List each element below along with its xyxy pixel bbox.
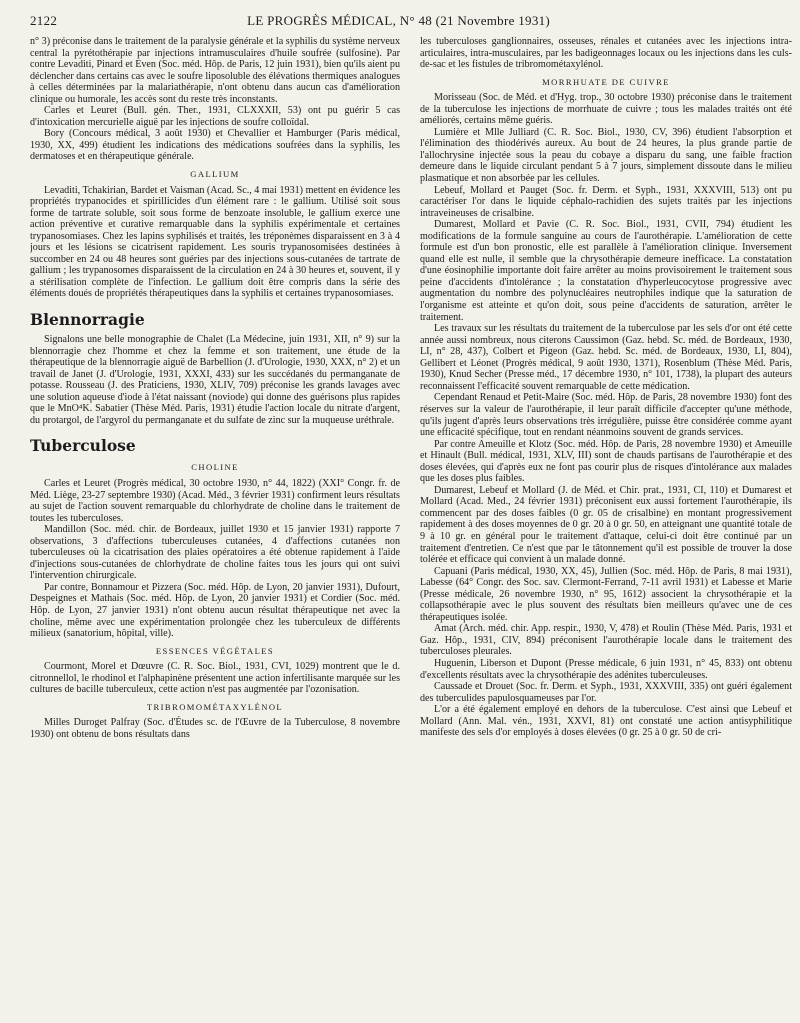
subsection-heading-tribromo: TRIBROMOMÉTAXYLÉNOL [146, 701, 284, 712]
paragraph: Carles et Leuret (Progrès médical, 30 octobre 1930, n° 44, 1822) (XXI° Congr. fr. de Méd. Liège, 23-27 septembre 1930) (Acad. Méd., 3 février 1931) confirment leurs résultats au sujet de l'action souvent remarquable du chlorhydrate de choline dans le traitement de toutes les tuberculoses. [30, 477, 400, 524]
subsection-heading-gallium: GALLIUM [190, 169, 240, 180]
right-column [420, 36, 792, 1021]
paragraph: Par contre, Bonnamour et Pizzera (Soc. méd. Hôp. de Lyon, 20 janvier 1931), Dufourt, Despeignes et Mathais (Soc. méd. Hôp. de Lyon, 20 janvier 1931) et Cordier (Soc. méd. Hôp. de Lyon, 27 janvier 1931) n'ont obtenu aucun résultat thérapeutique net avec la choline, même avec une expérimentation prolongée chez les tuberculeux de différents milieux (sanatorium, hôpital, ville). [30, 581, 400, 640]
paragraph: Bory (Concours médical, 3 août 1930) et Chevallier et Hamburger (Paris médical, 1930, XX, 499) étudient les indications des médications soufrées dans la syphilis, les dermatoses et en thérapeutique générale. [30, 128, 400, 163]
paragraph: Morisseau (Soc. de Méd. et d'Hyg. trop., 30 octobre 1930) préconise dans le traitement de la tuberculose les injections de morrhuate de cuivre ; tous les malades traités ont été améliorés, certains même guéris. [420, 92, 792, 127]
paragraph: Cependant Renaud et Petit-Maire (Soc. méd. Hôp. de Paris, 28 novembre 1930) font des réserves sur la valeur de l'aurothérapie, il leur paraît difficile d'accepter qu'une méthode, qu'ils jugent d'après leurs observations très irrégulière, puisse être considérée comme ayant une efficacité spécifique, tout en rendant néanmoins souvent de grands services. [420, 392, 792, 439]
paragraph: Courmont, Morel et Dœuvre (C. R. Soc. Biol., 1931, CVI, 1029) montrent que le d. citronnellol, le rhodinol et l'alphapinène présentent une action infertilisante marquée sur les cultures de bacille tuberculeux, cette action n'est pas augmentée par l'ozonisation. [30, 661, 400, 696]
page-number: 2122 [30, 13, 58, 28]
paragraph: n° 3) préconise dans le traitement de la paralysie générale et la syphilis du système nerveux central la pyrétothérapie par injections intramusculaires d'huile soufrée (sulfosine). Par contre Levaditi, Pinard et Even (Soc. méd. Hôp. de Paris, 12 juin 1931), bien qu'ils aient pu déclencher dans certains cas avec le soufre liposoluble des élévations thermiques analogues à celles déterminées par la malariathérapie, n'ont obtenu dans aucun cas d'amélioration clinique ou humorale, les accès sont du reste très inconstants. [30, 36, 400, 105]
subsection-heading-essences: ESSENCES VÉGÉTALES [155, 645, 275, 656]
paragraph: Huguenin, Liberson et Dupont (Presse médicale, 6 juin 1931, n° 45, 833) ont obtenu d'excellents résultats avec la chrysothérapie des adénites tuberculeuses. [420, 657, 792, 681]
subsection-heading-choline: CHOLINE [191, 462, 239, 473]
paragraph: Dumarest, Lebeuf et Mollard (J. de Méd. et Chir. prat., 1931, CI, 110) et Dumarest et Mollard (Acad. Med., 24 février 1931) préconisent eux aussi fortement l'aurothérapie, ils commencent par des doses faibles (0 gr. 05 de crisalbine) en montant progressivement rapidement à des doses moyennes de 0 gr. 20 à 0 gr. 50, en atteignant une quantité totale de 9 à 10 gr. en général pour le traitement d'attaque, celui-ci doit être continué par un traitement d'entretien. Ce n'est que par le tâtonnement qu'il est possible de trouver la dose tolérée et efficace qui convient à un malade donné. [420, 484, 792, 566]
running-title: LE PROGRÈS MÉDICAL, N° 48 (21 Novembre 1931) [247, 13, 551, 28]
paragraph: Par contre Ameuille et Klotz (Soc. méd. Hôp. de Paris, 28 novembre 1930) et Ameuille et Hinault (Bull. médical, 1931, XLV, III) sont de chauds partisans de l'aurothérapie et des doses élevées, qui d'après eux ne font pas courir plus de risques d'intolérance aux malades que les doses plus faibles. [420, 438, 792, 485]
paragraph: Mandillon (Soc. méd. chir. de Bordeaux, juillet 1930 et 15 janvier 1931) rapporte 7 observations, 3 d'affections tuberculeuses cutanées, 4 d'affections cutanées non tuberculeuses où la cicatrisation des plaies opératoires a été obtenue rapidement à l'aide d'injections sous-cutanées de chlorhydrate de choline faites tous les jours qui ont suivi l'intervention chirurgicale. [30, 524, 400, 582]
paragraph: Dumarest, Mollard et Pavie (C. R. Soc. Biol., 1931, CVII, 794) étudient les modifications de la formule sanguine au cours de l'aurothérapie. L'amélioration de cette formule est d'un bon pronostic, elle est parallèle à l'amélioration clinique. Inversement quand elle est nulle, il semble que la chrysothérapie demeure inefficace. La constatation d'une éosinophilie importante doit faire arrêter au moins provisoirement le traitement sous peine d'accidents d'intolérance ; la constatation d'hyperleucocytose progressive avec augmentation du nombre des polynucléaires neutrophiles indique que la saturation de l'organisme est atteinte et qu'on doit, sous peine d'accidents de saturation, arrêter le traitement. [420, 219, 792, 323]
section-heading-tuberculose: Tuberculose [30, 436, 136, 456]
paragraph: Lebeuf, Mollard et Pauget (Soc. fr. Derm. et Syph., 1931, XXXVIII, 513) ont pu caractériser l'or dans le liquide céphalo-rachidien des sujets traités par les injections intraveineuses de crisalbine. [420, 184, 792, 219]
paragraph: Signalons une belle monographie de Chalet (La Médecine, juin 1931, XII, n° 9) sur la blennorragie chez l'homme et chez la femme et son traitement, une étude de la thérapeutique de la blennorragie aiguë de Barbellion (J. d'Urologie, 1930, XXX, n° 2) et un travail de Janet (J. d'Urologie, 1931, XXXI, 433) sur les succédanés du permanganate de potasse. Rousseau (J. des Praticiens, 1930, XLIV, 709) préconise les grands lavages avec une solution aqueuse d'iode à l'état naissant (noviode) qui donne des guérisons plus rapides que le MnO⁴K. Sabatier (Thèse Méd. Paris, 1931) étudie l'action locale du nitrate d'argent, du protargol, de l'argyrol du permanganate et du sulfate de zinc sur la muqueuse uréthrale. [30, 334, 400, 426]
paragraph: Milles Duroget Palfray (Soc. d'Études sc. de l'Œuvre de la Tuberculose, 8 novembre 1930) ont obtenu de bons résultats dans [30, 717, 400, 740]
paragraph: Capuani (Paris médical, 1930, XX, 45), Jullien (Soc. méd. Hôp. de Paris, 8 mai 1931), Labesse (64° Congr. des Soc. sav. Clermont-Ferrand, 7-11 avril 1931) et Labesse et Marie (Presse médicale, 26 novembre 1930, n° 95, 1612) associent la chrysothérapie et la collapsothérapie avec le plus souvent des résultats bien meilleurs qu'avec une de ces thérapeutiques isolée. [420, 565, 792, 623]
paragraph: Les travaux sur les résultats du traitement de la tuberculose par les sels d'or ont été cette année aussi nombreux, nous citerons Caussimon (Gaz. hebd. Sc. méd. de Bordeaux, 1930, LI, n° 28, 437), Colbert et Pigeon (Gaz. hebd. Sc. méd. de Bordeaux, 1930, LI, 804), Gellibert et Léonet (Progrès médical, 9 août 1930, 1371), Rosenblum (Thèse Méd. Paris, 1930), Knud Secher (Presse méd., 17 décembre 1930, n° 101, 1738), la plupart des auteurs reconnaissent l'efficacité souvent remarquable de cette médication. [420, 323, 792, 392]
paragraph: Carles et Leuret (Bull. gén. Ther., 1931, CLXXXII, 53) ont pu guérir 5 cas d'intoxication mercurielle aiguë par les injections de soufre colloïdal. [30, 105, 400, 128]
paragraph: Caussade et Drouet (Soc. fr. Derm. et Syph., 1931, XXXVIII, 335) ont guéri également des tuberculides papulosquameuses par l'or. [420, 681, 792, 704]
paragraph: L'or a été également employé en dehors de la tuberculose. C'est ainsi que Lebeuf et Mollard (Ann. Mal. vén., 1931, XXVI, 81) ont constaté une action antisyphilitique manifeste des sels d'or employés à doses élevées (0 gr. 25 à 0 gr. 50 de cri- [420, 704, 792, 739]
paragraph: Lumière et Mlle Julliard (C. R. Soc. Biol., 1930, CV, 396) étudient l'absorption et l'élimination des thiodérivés aureux. Au bout de 24 heures, la plus grande partie de l'allochrysine injectée sous la peau du cobaye a disparu du sang, une faible fraction demeure dans le liquide circulant pendant 5 à 7 jours, simplement dissoute dans le milieu plasmatique et non absorbée par les cellules. [420, 126, 792, 185]
left-column [30, 36, 400, 1021]
paragraph: les tuberculoses ganglionnaires, osseuses, rénales et cutanées avec les injections intra-articulaires, intra-musculaires, par les badigeonnages locaux ou les injections dans les culs-de-sac et les fistules de tribromométaxylénol. [420, 36, 792, 71]
running-header [30, 8, 780, 34]
paragraph: Amat (Arch. méd. chir. App. respir., 1930, V, 478) et Roulin (Thèse Méd. Paris, 1931 et Gaz. Hôp., 1931, CIV, 894) préconisent l'aurothérapie locale dans le traitement des tuberculoses pleurales. [420, 623, 792, 658]
section-heading-blennorragie: Blennorragie [30, 310, 145, 330]
paragraph: Levaditi, Tchakirian, Bardet et Vaisman (Acad. Sc., 4 mai 1931) mettent en évidence les propriétés trypanocides et spirillicides d'un élément rare : le gallium. Utilisé soit sous forme de tartrate soluble, soit sous forme de benzoate insoluble, le gallium exerce une action préventive et curative remarquable dans la syphilis expérimentale et certaines trypanosomiases. Chez les lapins syphilisés et traités, les tréponèmes disparaissent en 3 à 4 jours et les lésions se cicatrisent rapidement. Les souris trypanosomisées destinées à succomber en 24 ou 48 heures sont guéries par des injections sous-cutanées de tartrate de gallium ; les trypanosomes disparaissent de la circulation en 24 à 30 heures et, souvent, il y a stérilisation complète de l'infection. Le gallium doit être compris dans la série des éléments doués de propriétés thérapeutiques dans la syphilis et certaines trypanosomiases. [30, 184, 400, 300]
subsection-heading-morrhuate: MORRHUATE DE CUIVRE [542, 76, 670, 87]
